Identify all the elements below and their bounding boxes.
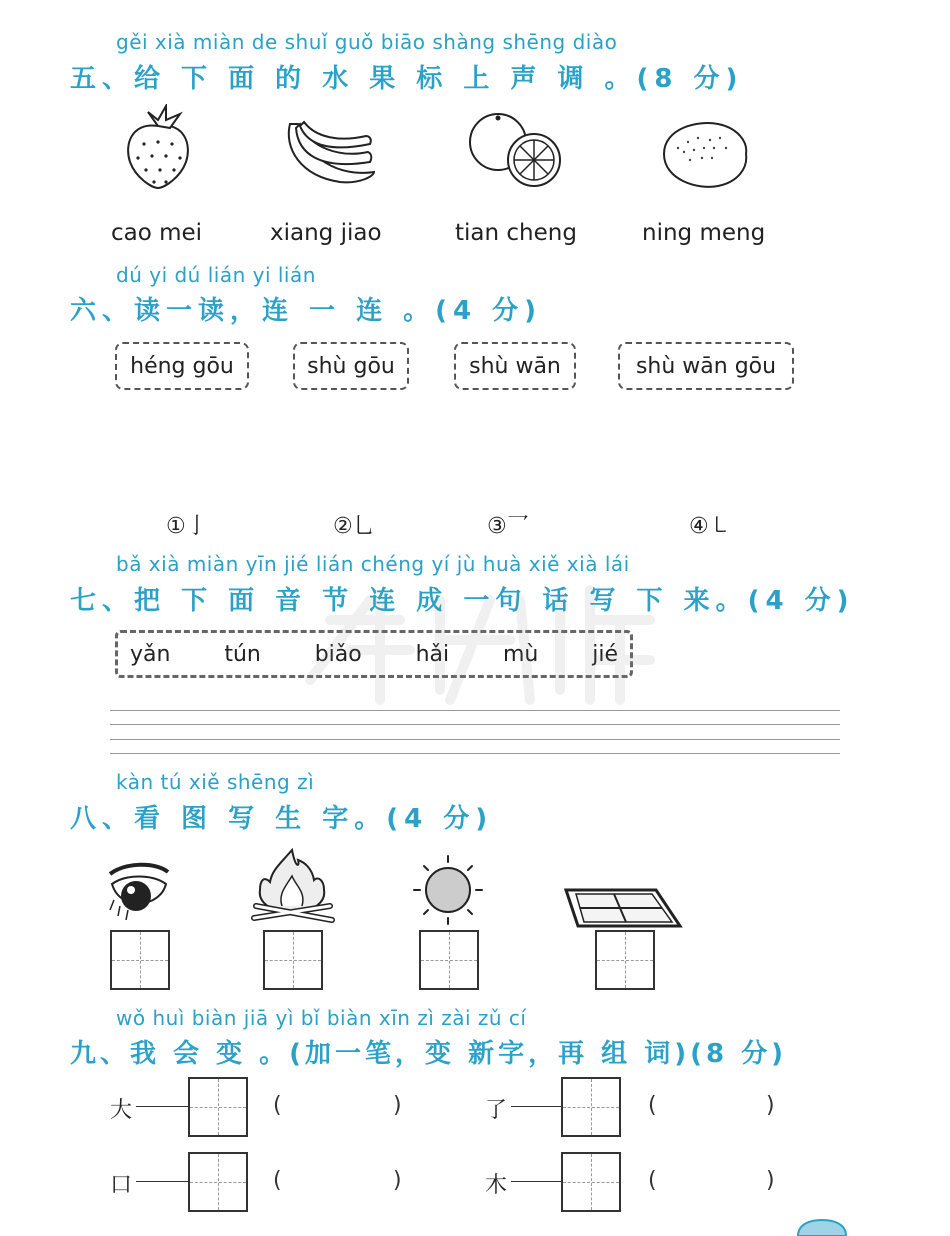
answer-grid-3[interactable] [188, 1152, 248, 1212]
paren-close-2: ) [766, 1093, 775, 1118]
writing-grid-field[interactable] [595, 930, 655, 990]
stroke-box-2[interactable]: shù gōu [293, 342, 409, 390]
stroke-box-3[interactable]: shù wān [454, 342, 576, 390]
field-icon [562, 884, 684, 930]
writing-line-1[interactable] [110, 710, 840, 711]
stroke-choice-3[interactable]: ③乛 [487, 514, 529, 539]
paren-close-3: ) [393, 1168, 402, 1193]
stroke-choice-2[interactable]: ②乚 [333, 514, 375, 539]
connector-line-1 [136, 1106, 188, 1107]
stroke-choice-4[interactable]: ④㇄ [689, 514, 731, 539]
fire-icon [250, 846, 336, 926]
q7-pinyin: bǎ xià miàn yīn jié lián chéng yí jù huà xiě xià lái [116, 552, 630, 576]
page-corner-decoration-icon [796, 1218, 848, 1236]
answer-grid-2[interactable] [561, 1077, 621, 1137]
syllable-5: mù [502, 641, 539, 667]
q6-pinyin: dú yi dú lián yi lián [116, 263, 316, 287]
syllable-6: jié [592, 641, 618, 667]
syllable-box [115, 630, 633, 678]
lemon-icon [658, 118, 752, 190]
syllable-2: tún [224, 641, 261, 667]
q6-heading: 六、读一读，连 一 连 。(4 分) [70, 296, 543, 326]
connector-line-3 [136, 1181, 188, 1182]
syllable-1: yǎn [130, 641, 171, 667]
writing-line-2[interactable] [110, 724, 840, 725]
q7-heading: 七、把 下 面 音 节 连 成 一句 话 写 下 来。(4 分) [70, 586, 855, 616]
paren-open-2: ( [648, 1093, 657, 1118]
writing-grid-sun[interactable] [419, 930, 479, 990]
paren-open-3: ( [273, 1168, 282, 1193]
base-char-3: 口 [110, 1173, 133, 1198]
orange-icon [468, 108, 564, 188]
syllable-3: biǎo [314, 641, 362, 667]
fruit-label-lemon: ning meng [642, 220, 766, 246]
sun-icon [410, 852, 486, 926]
q9-pinyin: wǒ huì biàn jiā yì bǐ biàn xīn zì zài zǔ cí [116, 1006, 527, 1030]
writing-line-4[interactable] [110, 753, 840, 754]
syllable-4: hǎi [415, 641, 450, 667]
stroke-box-4[interactable]: shù wān gōu [618, 342, 794, 390]
base-char-2: 了 [485, 1098, 508, 1123]
writing-grid-fire[interactable] [263, 930, 323, 990]
connector-line-4 [511, 1181, 561, 1182]
fruit-label-orange: tian cheng [455, 220, 577, 246]
base-char-1: 大 [110, 1098, 133, 1123]
answer-grid-1[interactable] [188, 1077, 248, 1137]
base-char-4: 木 [485, 1173, 508, 1198]
stroke-choice-1[interactable]: ①亅 [166, 514, 208, 539]
fruit-label-banana: xiang jiao [270, 220, 382, 246]
paren-close-4: ) [766, 1168, 775, 1193]
fruit-label-strawberry: cao mei [111, 220, 203, 246]
paren-close-1: ) [393, 1093, 402, 1118]
connector-line-2 [511, 1106, 561, 1107]
writing-line-3[interactable] [110, 739, 840, 740]
q8-heading: 八、看 图 写 生 字。(4 分) [70, 804, 494, 834]
paren-open-1: ( [273, 1093, 282, 1118]
stroke-box-1[interactable]: héng gōu [115, 342, 249, 390]
q8-pinyin: kàn tú xiě shēng zì [116, 770, 315, 794]
writing-grid-eye[interactable] [110, 930, 170, 990]
answer-grid-4[interactable] [561, 1152, 621, 1212]
banana-icon [280, 118, 380, 188]
q9-heading: 九、我 会 变 。(加一笔，变 新字，再 组 词)(8 分) [70, 1039, 787, 1069]
strawberry-icon [122, 104, 194, 190]
q5-heading: 五、给 下 面 的 水 果 标 上 声 调 。(8 分) [70, 64, 744, 94]
eye-icon [106, 860, 172, 928]
q5-pinyin: gěi xià miàn de shuǐ guǒ biāo shàng shēng diào [116, 30, 618, 54]
paren-open-4: ( [648, 1168, 657, 1193]
